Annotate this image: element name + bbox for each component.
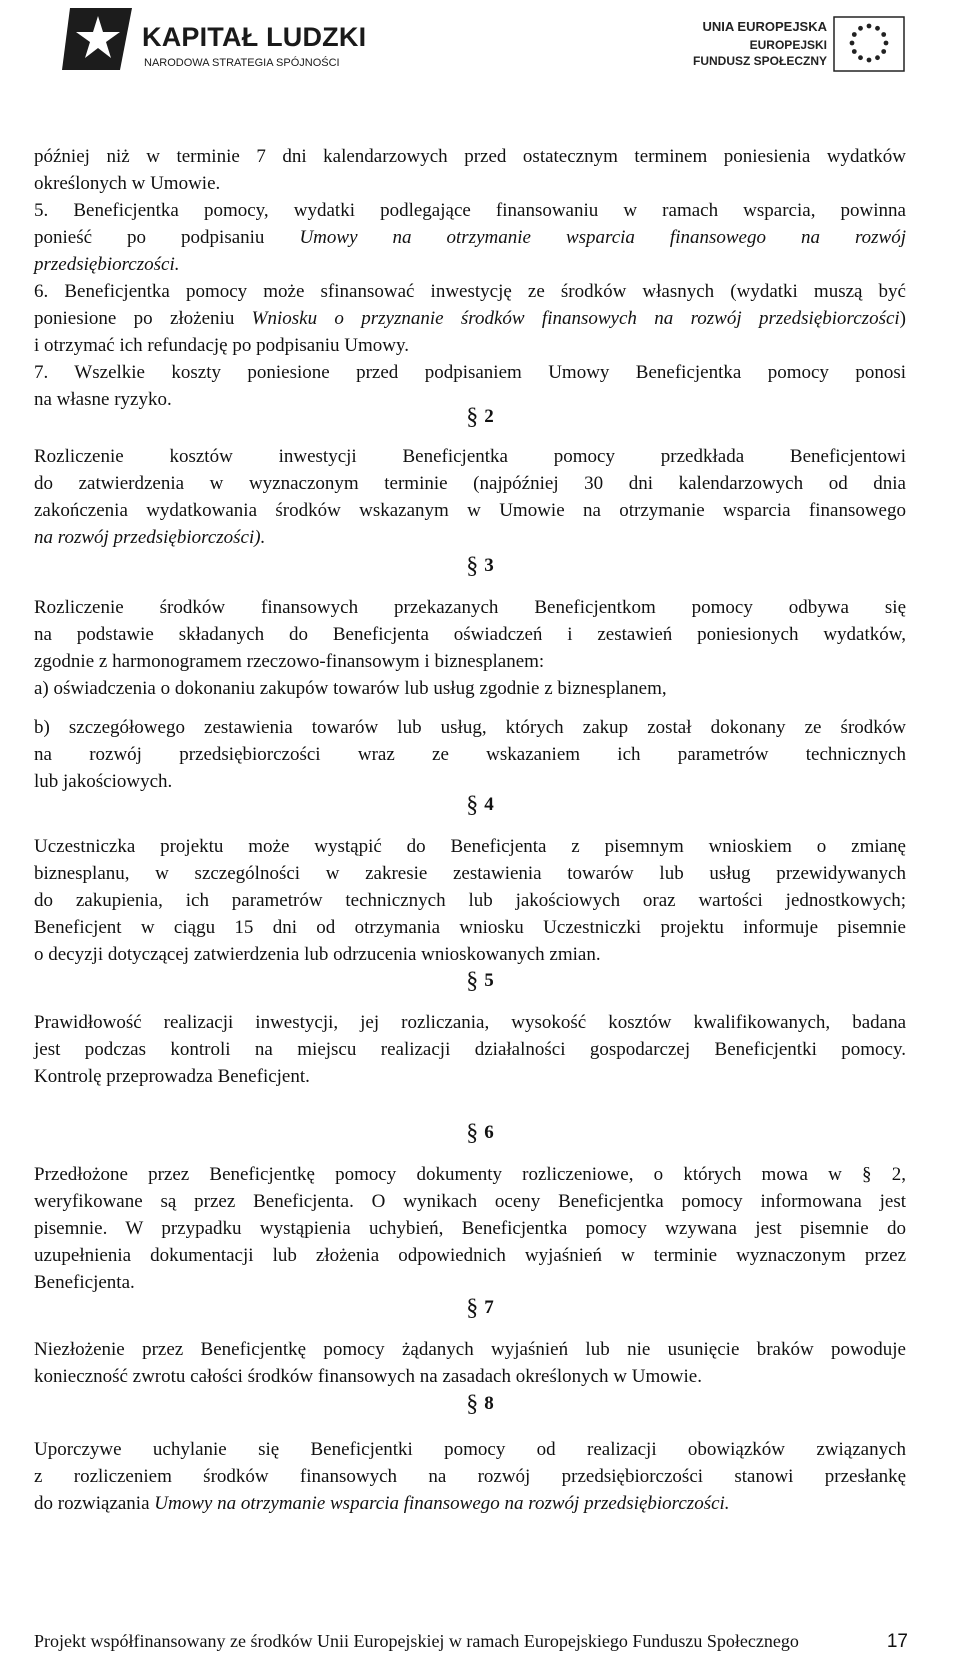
logo-subtitle: NARODOWA STRATEGIA SPÓJNOŚCI [144, 57, 340, 69]
eu-logo [655, 16, 905, 76]
point-6-paren: ) [899, 308, 906, 329]
section-3-line: a) oświadczenia o dokonaniu zakupów towarów lub usług zgodnie z biznesplanem, [34, 678, 667, 699]
section-6-line: uzupełnienia dokumentacji lub złożenia odpowiednich wyjaśnień w terminie wyznaczonym przez [34, 1245, 906, 1266]
point-7-line: na własne ryzyko. [34, 389, 172, 410]
section-symbol: § [466, 1295, 479, 1321]
footer-text: Projekt współfinansowany ze środków Unii Europejskiej w ramach Europejskiego Funduszu Społecznego [34, 1631, 799, 1651]
section-2-line: zakończenia wydatkowania środków wskazanym w Umowie na otrzymanie wsparcia finansowego [34, 500, 906, 521]
logo-title: KAPITAŁ LUDZKI [142, 22, 367, 52]
section-3-line: lub jakościowych. [34, 771, 173, 792]
section-3-line: na podstawie składanych do Beneficjenta oświadczeń i zestawień poniesionych wydatków, [34, 624, 906, 645]
section-3-line: na rozwój przedsiębiorczości wraz ze wskazaniem ich parametrów technicznych [34, 744, 906, 765]
page-number: 17 [886, 1631, 908, 1652]
section-3-line: b) szczegółowego zestawienia towarów lub usług, których zakup został dokonany ze środków [34, 717, 906, 738]
section-heading [0, 1295, 960, 1322]
section-6-line: weryfikowane są przez Beneficjenta. O wynikach oceny Beneficjentka pomocy informowana jest [34, 1191, 906, 1212]
section-4-line: biznesplanu, w szczególności w zakresie zestawienia towarów lub usług przewidywanych [34, 863, 906, 884]
section-5-line: jest podczas kontroli na miejscu realizacji działalności gospodarczej Beneficjentki pomocy. [34, 1039, 906, 1060]
section-6-line: Beneficjenta. [34, 1272, 135, 1293]
point-6-line [34, 307, 906, 331]
section-symbol: § [466, 1120, 479, 1146]
point-7-line: 7. Wszelkie koszty poniesione przed podpisaniem Umowy Beneficjentka pomocy ponosi [34, 362, 906, 383]
section-number: 4 [484, 794, 494, 815]
eu-logo-line1: UNIA EUROPEJSKA [702, 19, 827, 34]
section-7-line: konieczność zwrotu całości środków finansowych na zasadach określonych w Umowie. [34, 1366, 702, 1387]
section-3-line: Rozliczenie środków finansowych przekazanych Beneficjentkom pomocy odbywa się [34, 597, 906, 618]
section-8-line: Uporczywe uchylanie się Beneficjentki pomocy od realizacji obowiązków związanych [34, 1439, 906, 1460]
eu-flag-icon [833, 16, 905, 72]
section-6-line: pisemnie. W przypadku wystąpienia uchybień, Beneficjentka pomocy wzywana jest pisemnie do [34, 1218, 906, 1239]
section-heading [0, 968, 960, 995]
section-symbol: § [466, 968, 479, 994]
section-number: 6 [484, 1122, 494, 1143]
point-5-italic: Umowy na otrzymanie wsparcia finansowego na rozwój [299, 227, 907, 248]
section-symbol: § [466, 553, 479, 579]
section-2-line: Rozliczenie kosztów inwestycji Beneficjentka pomocy przedkłada Beneficjentowi [34, 446, 906, 467]
section-symbol: § [466, 792, 479, 818]
point-5-line: przedsiębiorczości. [34, 254, 180, 275]
section-number: 8 [484, 1393, 494, 1414]
section-4-line: do zakupienia, ich parametrów technicznych lub jakościowych oraz wartości jednostkowych; [34, 890, 906, 911]
eu-logo-line2: EUROPEJSKI [749, 38, 827, 52]
section-heading [0, 404, 960, 431]
section-4-line: Uczestniczka projektu może wystąpić do Beneficjenta z pisemnym wnioskiem o zmianę [34, 836, 906, 857]
section-number: 5 [484, 970, 494, 991]
section-8-text: do rozwiązania [34, 1493, 155, 1514]
point-5-line: 5. Beneficjentka pomocy, wydatki podlegające finansowaniu w ramach wsparcia, powinna [34, 200, 906, 221]
section-8-italic: Umowy na otrzymanie wsparcia finansowego na rozwój przedsiębiorczości. [154, 1493, 730, 1514]
section-2-line: do zatwierdzenia w wyznaczonym terminie (najpóźniej 30 dni kalendarzowych od dnia [34, 473, 906, 494]
point-5-text: ponieść po podpisaniu [34, 227, 265, 248]
point-6-italic: Wniosku o przyznanie środków finansowych na rozwój przedsiębiorczości [251, 308, 900, 329]
section-5-line: Prawidłowość realizacji inwestycji, jej rozliczania, wysokość kosztów kwalifikowanych, badana [34, 1012, 906, 1033]
section-5-line: Kontrolę przeprowadza Beneficjent. [34, 1066, 310, 1087]
section-7-line: Niezłożenie przez Beneficjentkę pomocy żądanych wyjaśnień lub nie usunięcie braków powoduje [34, 1339, 906, 1360]
eu-logo-line3: FUNDUSZ SPOŁECZNY [692, 54, 827, 68]
section-6-line: Przedłożone przez Beneficjentkę pomocy dokumenty rozliczeniowe, o których mowa w § 2, [34, 1164, 906, 1185]
section-number: 3 [484, 555, 494, 576]
section-heading [0, 792, 960, 819]
section-4-line: Beneficjent w ciągu 15 dni od otrzymania wniosku Uczestniczki projektu informuje pisemnie [34, 917, 906, 938]
point-5-line [34, 226, 906, 250]
section-number: 7 [484, 1297, 494, 1318]
point-6-line: i otrzymać ich refundację po podpisaniu Umowy. [34, 335, 409, 356]
kapital-ludzki-logo [62, 6, 367, 72]
section-number: 2 [484, 406, 494, 427]
section-8-line: z rozliczeniem środków finansowych na rozwój przedsiębiorczości stanowi przesłankę [34, 1466, 906, 1487]
intro-line: później niż w terminie 7 dni kalendarzowych przed ostatecznym terminem poniesienia wydatków [34, 146, 906, 167]
kapital-ludzki-star-icon [62, 6, 138, 72]
section-3-line: zgodnie z harmonogramem rzeczowo-finansowym i biznesplanem: [34, 651, 545, 672]
section-symbol: § [466, 1391, 479, 1417]
section-heading [0, 1391, 960, 1418]
section-8-line [34, 1492, 906, 1516]
point-6-line: 6. Beneficjentka pomocy może sfinansować inwestycję ze środków własnych (wydatki muszą być [34, 281, 906, 302]
section-4-line: o decyzji dotyczącej zatwierdzenia lub odrzucenia wnioskowanych zmian. [34, 944, 601, 965]
section-2-line: na rozwój przedsiębiorczości). [34, 527, 266, 548]
intro-line: określonych w Umowie. [34, 173, 221, 194]
section-symbol: § [466, 404, 479, 430]
section-heading [0, 553, 960, 580]
page-footer [34, 1631, 908, 1652]
point-6-text: poniesione po złożeniu [34, 308, 235, 329]
section-heading [0, 1120, 960, 1147]
